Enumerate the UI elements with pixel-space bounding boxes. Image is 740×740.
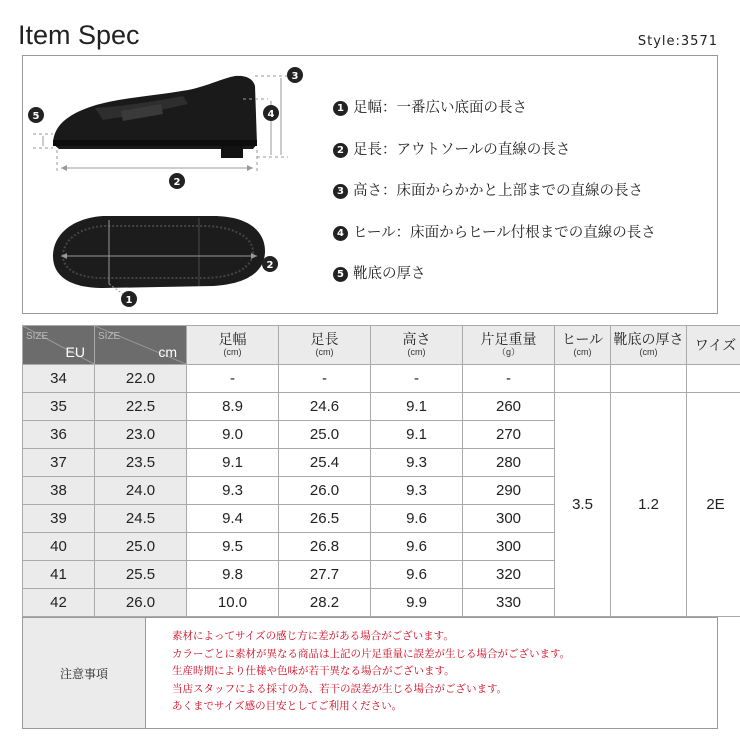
notes-panel	[22, 617, 718, 729]
column-header: ワイズ	[687, 326, 740, 365]
size-table	[22, 325, 740, 617]
size-eu-cell: 40	[23, 533, 95, 561]
notes-label: 注意事項	[23, 618, 146, 728]
legend-item-text: 高さ：床面からかかと上部までの直線の長さ	[353, 183, 643, 199]
height-cell: 9.9	[371, 589, 463, 617]
weight-cell: 300	[463, 533, 555, 561]
note-line: カラーごとに素材が異なる商品は上記の片足重量に誤差が生じる場合がございます。	[172, 647, 571, 660]
size-eu-header	[23, 326, 95, 365]
size-cm-cell: 24.5	[95, 505, 187, 533]
wise-cell: 2E	[687, 393, 740, 617]
weight-cell: 280	[463, 449, 555, 477]
length-cell: 26.8	[279, 533, 371, 561]
size-eu-cell: 34	[23, 365, 95, 393]
legend-item-text: 足長：アウトソールの直線の長さ	[353, 141, 571, 158]
legend-item	[333, 88, 656, 130]
height-cell: 9.6	[371, 561, 463, 589]
svg-text:2: 2	[266, 260, 274, 271]
svg-text:3: 3	[291, 71, 299, 82]
height-cell: 9.6	[371, 505, 463, 533]
note-line: あくまでサイズ感の目安としてご利用ください。	[172, 700, 403, 712]
weight-cell: 270	[463, 421, 555, 449]
width-cell: 9.4	[187, 505, 279, 533]
shoe-side-view	[53, 76, 257, 158]
length-cell: 28.2	[279, 589, 371, 617]
table-row	[23, 365, 740, 393]
svg-text:4: 4	[267, 109, 275, 120]
size-eu-cell: 35	[23, 393, 95, 421]
height-cell: -	[371, 365, 463, 393]
length-cell: 24.6	[279, 393, 371, 421]
width-cell: 9.8	[187, 561, 279, 589]
size-eu-cell: 38	[23, 477, 95, 505]
notes-body	[146, 618, 570, 728]
eu-label: EU	[65, 344, 85, 360]
empty-cell	[687, 365, 740, 393]
sole-thickness-cell: 1.2	[611, 393, 687, 617]
number-badge-1: 1	[333, 101, 348, 116]
length-cell: 27.7	[279, 561, 371, 589]
size-cm-cell: 23.5	[95, 449, 187, 477]
weight-cell: 290	[463, 477, 555, 505]
size-label: SIZE	[98, 331, 121, 342]
width-cell: 9.3	[187, 477, 279, 505]
empty-cell	[555, 365, 611, 393]
size-cm-cell: 25.0	[95, 533, 187, 561]
height-cell: 9.3	[371, 477, 463, 505]
marker-2-side	[169, 173, 185, 189]
size-cm-cell: 26.0	[95, 589, 187, 617]
column-header: 片足重量 （g）	[463, 326, 555, 365]
width-cell: 9.5	[187, 533, 279, 561]
size-eu-cell: 41	[23, 561, 95, 589]
shoe-diagram	[23, 56, 323, 313]
width-cell: 8.9	[187, 393, 279, 421]
number-badge-2: 2	[333, 143, 348, 158]
width-cell: 10.0	[187, 589, 279, 617]
number-badge-5: 5	[333, 267, 348, 282]
note-line: 生産時期により仕様や色味が若干異なる場合がございます。	[172, 665, 455, 677]
marker-5	[28, 107, 44, 123]
size-eu-cell: 37	[23, 449, 95, 477]
weight-cell: 330	[463, 589, 555, 617]
svg-text:2: 2	[173, 177, 181, 188]
marker-4	[263, 105, 279, 121]
width-cell: -	[187, 365, 279, 393]
size-label: SIZE	[26, 331, 49, 342]
legend-item	[333, 171, 656, 213]
length-cell: 26.5	[279, 505, 371, 533]
size-cm-cell: 22.5	[95, 393, 187, 421]
length-cell: 25.0	[279, 421, 371, 449]
height-cell: 9.1	[371, 421, 463, 449]
heel-cell: 3.5	[555, 393, 611, 617]
legend-item-text: 靴底の厚さ	[353, 266, 426, 282]
weight-cell: 300	[463, 505, 555, 533]
size-cm-cell: 23.0	[95, 421, 187, 449]
marker-3	[287, 67, 303, 83]
number-badge-3: 3	[333, 184, 348, 199]
page-title: Item Spec	[18, 20, 140, 50]
svg-text:5: 5	[32, 111, 40, 122]
size-cm-header	[95, 326, 187, 365]
weight-cell: 320	[463, 561, 555, 589]
note-line: 当店スタッフによる採寸の為、若干の誤差が生じる場合がございます。	[172, 682, 508, 695]
table-header-row	[23, 326, 740, 365]
column-header: 高さ (cm)	[371, 326, 463, 365]
width-cell: 9.1	[187, 449, 279, 477]
width-cell: 9.0	[187, 421, 279, 449]
size-cm-cell: 22.0	[95, 365, 187, 393]
column-header: ヒール (cm)	[555, 326, 611, 365]
height-cell: 9.1	[371, 393, 463, 421]
size-cm-cell: 24.0	[95, 477, 187, 505]
legend-item	[333, 213, 656, 255]
legend-item-text: ヒール：床面からヒール付根までの直線の長さ	[353, 224, 656, 241]
column-header: 靴底の厚さ (cm)	[611, 326, 687, 365]
height-cell: 9.6	[371, 533, 463, 561]
shoe-sole-view	[53, 216, 265, 288]
svg-text:1: 1	[125, 295, 133, 306]
legend-item	[333, 130, 656, 172]
length-cell: -	[279, 365, 371, 393]
weight-cell: 260	[463, 393, 555, 421]
column-header: 足長 (cm)	[279, 326, 371, 365]
number-badge-4: 4	[333, 226, 348, 241]
marker-1	[121, 291, 137, 307]
size-cm-cell: 25.5	[95, 561, 187, 589]
measurement-legend	[333, 88, 656, 296]
empty-cell	[611, 365, 687, 393]
table-row	[23, 393, 740, 421]
size-eu-cell: 39	[23, 505, 95, 533]
length-cell: 25.4	[279, 449, 371, 477]
column-header: 足幅 (cm)	[187, 326, 279, 365]
style-code: Style:3571	[637, 34, 718, 49]
length-cell: 26.0	[279, 477, 371, 505]
legend-item	[333, 254, 656, 296]
size-eu-cell: 42	[23, 589, 95, 617]
spec-figure-panel	[22, 55, 718, 314]
cm-label: cm	[158, 344, 177, 360]
note-line: 素材によってサイズの感じ方に差がある場合がございます。	[172, 630, 454, 642]
size-eu-cell: 36	[23, 421, 95, 449]
weight-cell: -	[463, 365, 555, 393]
legend-item-text: 足幅：一番広い底面の長さ	[353, 100, 527, 116]
marker-2-sole	[262, 256, 278, 272]
height-cell: 9.3	[371, 449, 463, 477]
